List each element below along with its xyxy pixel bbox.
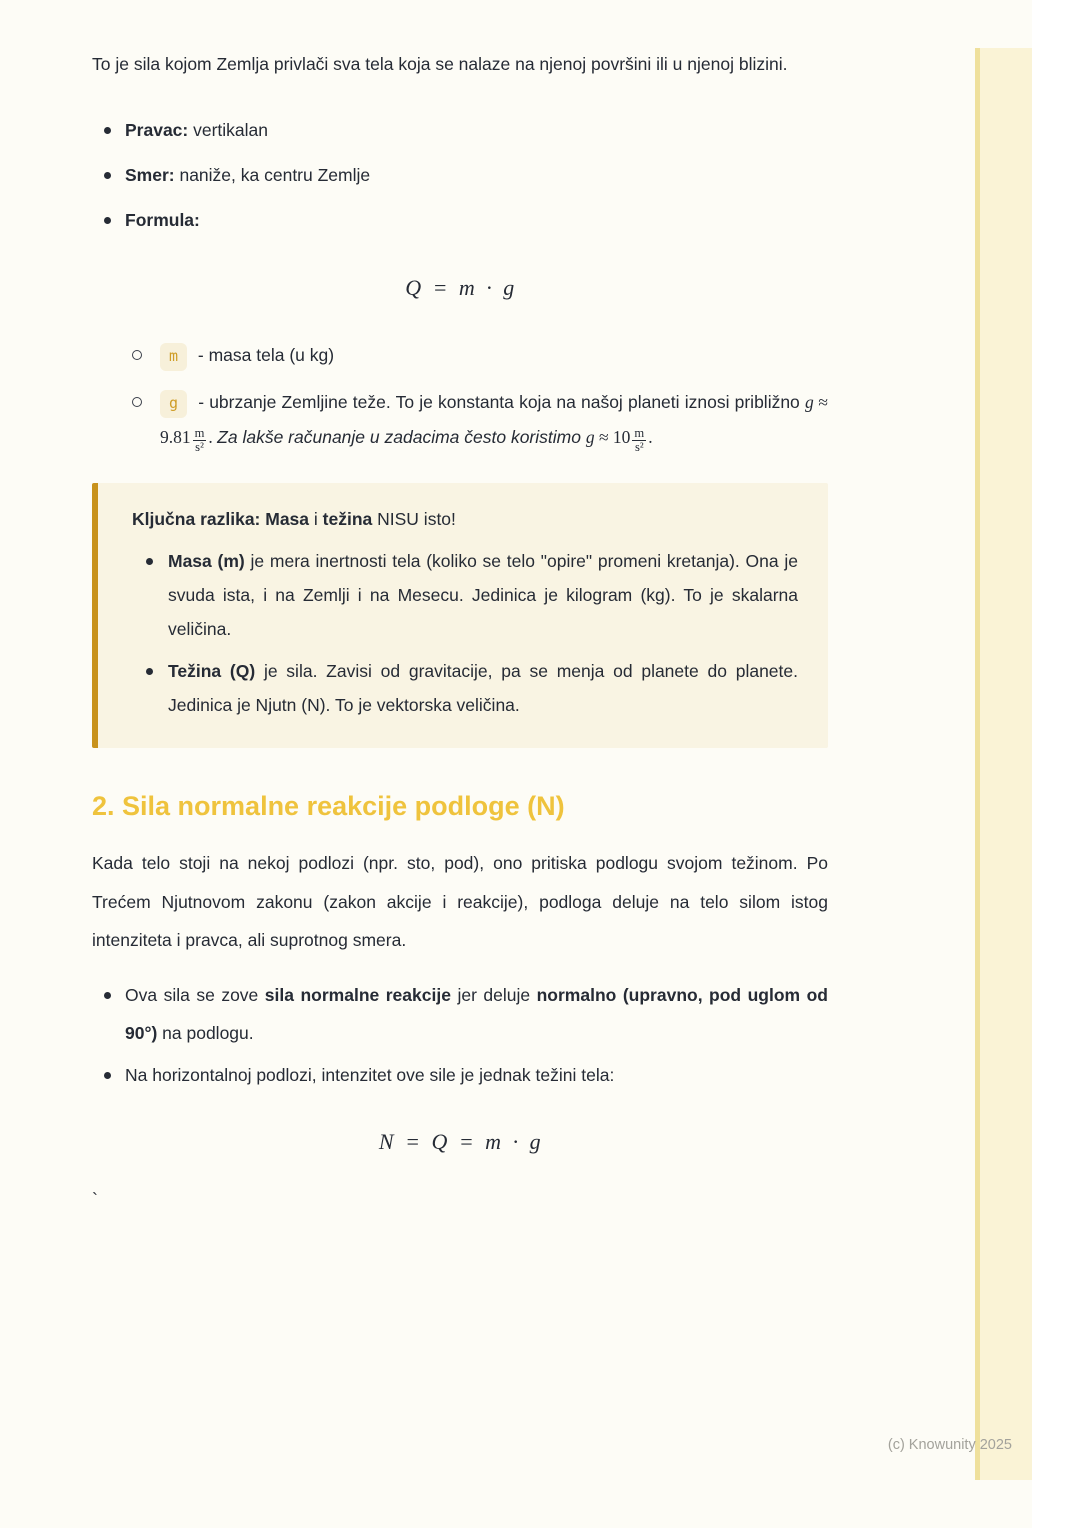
intro-paragraph: To je sila kojom Zemlja privlači sva tela koja se nalaze na njenoj površini ili u njenoj blizini. <box>92 54 788 74</box>
list-item-pravac <box>92 114 828 146</box>
stray-backtick: ` <box>92 1189 98 1210</box>
bullet-bold: sila normalne reakcije <box>264 984 451 1005</box>
callout-title-bold: težina <box>322 509 373 529</box>
variable-description: - masa tela (u kg) <box>193 345 335 365</box>
term-definition: je mera inertnosti tela (koliko se telo "opire" promeni kretanja). Ona je svuda ista, i na Zemlji i na Mesecu. Jedinica je kilogram (kg). To je skalarna veličina. <box>168 551 798 639</box>
copyright-credit: (c) Knowunity 2025 <box>887 1437 1012 1453</box>
section-bullet-list <box>92 976 828 1094</box>
list-item-formula <box>92 204 828 236</box>
fraction-m-s2: $\frac{m}{\text{s²}}$ <box>634 425 645 455</box>
math-value: 10 <box>612 427 631 447</box>
bullet-bold: normalno (upravno, pod uglom od 90°) <box>125 984 828 1043</box>
italic-note: Za lakše računanje u zadacima često koristimo <box>217 427 586 447</box>
callout-title <box>132 502 798 536</box>
fraction-m-s2: $\frac{m}{\text{s²}}$ <box>194 425 205 455</box>
math-period: . <box>648 427 653 447</box>
math-approx: ≈ <box>594 427 613 447</box>
properties-list <box>92 114 828 236</box>
document-content <box>92 0 828 1210</box>
variable-definitions-list <box>160 338 828 455</box>
callout-title-bold: Ključna razlika: Masa <box>132 509 310 529</box>
list-item-smer <box>92 159 828 191</box>
formula-normal-force: N = Q = m · g <box>378 1128 542 1154</box>
callout-box <box>92 483 828 748</box>
callout-list <box>132 544 798 722</box>
math-period: . <box>208 427 218 447</box>
bullet-text: jer deluje <box>450 984 537 1005</box>
property-label: Smer: <box>125 165 175 185</box>
code-badge-g: g <box>160 390 187 418</box>
term-definition: je sila. Zavisi od gravitacije, pa se menja od planete do planete. Jedinica je Njutn (N). To je vektorska veličina. <box>168 661 798 715</box>
term-bold: Masa (m) <box>168 551 245 571</box>
page-right-margin <box>1032 0 1080 1528</box>
term-bold: Težina (Q) <box>168 661 256 681</box>
math-approx: ≈ <box>813 392 829 412</box>
math-var-g: g <box>804 392 814 412</box>
variable-item-m <box>160 338 828 373</box>
callout-item-masa <box>132 544 798 646</box>
section-paragraph: Kada telo stoji na nekoj podlozi (npr. sto, pod), ono pritiska podlogu svojom težinom. Po Trećem Njutnovom zakonu (zakon akcije i reakcije), podloga deluje na telo silom istog intenziteta i pravca, ali suprotnog smera. <box>92 853 828 950</box>
variable-item-g <box>160 385 828 455</box>
bullet-text: na podlogu. <box>157 1022 254 1043</box>
math-value: 9.81 <box>160 427 191 447</box>
math-var-g: g <box>585 427 595 447</box>
callout-title-text: NISU isto! <box>372 509 456 529</box>
bullet-horizontal-surface: Na horizontalnoj podlozi, intenzitet ove sile je jednak težini tela: <box>92 1056 828 1094</box>
property-label: Pravac: <box>125 120 189 140</box>
bullet-text: Ova sila se zove <box>125 984 265 1005</box>
property-label: Formula: <box>125 210 200 230</box>
callout-item-tezina <box>132 654 798 722</box>
code-badge-m: m <box>160 343 187 371</box>
formula-weight: Q = m · g <box>405 275 515 300</box>
brand-highlight-stripe <box>975 48 1032 1480</box>
section-heading: 2. Sila normalne reakcije podloge (N) <box>92 791 565 821</box>
property-value: naniže, ka centru Zemlje <box>174 165 371 185</box>
variable-description: - ubrzanje Zemljine teže. To je konstanta koja na našoj planeti iznosi približno <box>193 392 805 412</box>
property-value: vertikalan <box>188 120 269 140</box>
callout-title-text: i <box>309 509 323 529</box>
bullet-normal-force <box>92 976 828 1052</box>
